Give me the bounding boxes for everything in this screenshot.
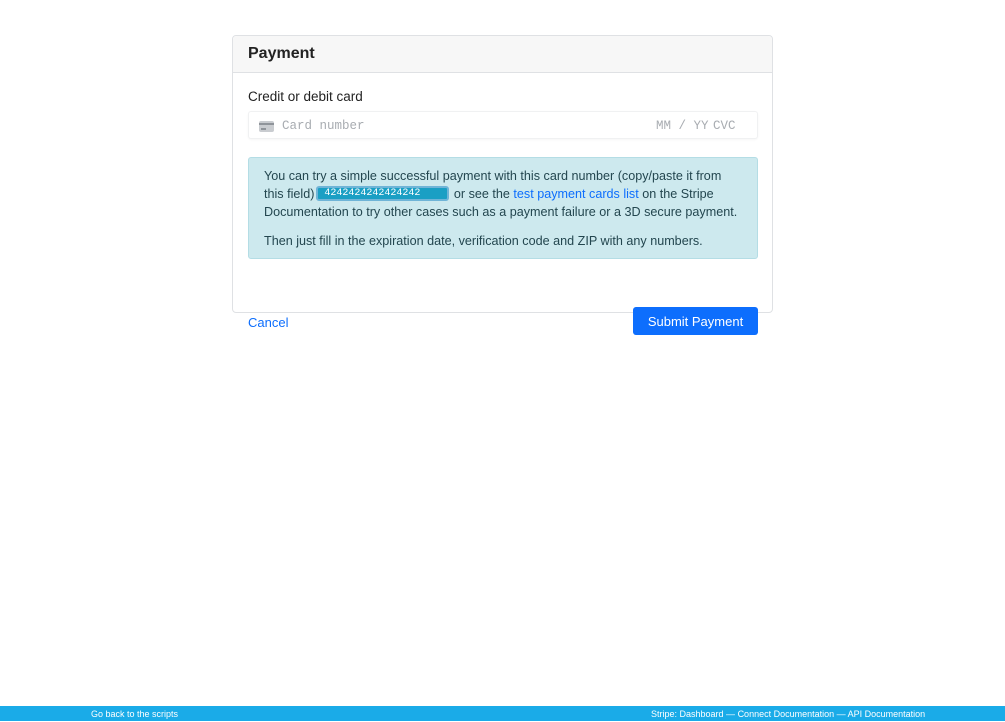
api-documentation-link[interactable]: API Documentation xyxy=(847,709,926,719)
info-text-intro: You can try a simple successful payment with this card number (copy/paste it from this field) xyxy=(264,169,722,201)
test-payment-cards-link[interactable]: test payment cards list xyxy=(513,187,639,201)
card-expiry-placeholder[interactable]: MM / YY xyxy=(656,119,709,133)
footer-separator: — xyxy=(834,709,848,719)
footer-left xyxy=(91,707,178,722)
footer-separator: — xyxy=(723,709,738,719)
credit-card-icon xyxy=(259,121,274,132)
payment-card xyxy=(232,35,773,330)
card-cvc-placeholder[interactable]: CVC xyxy=(713,119,736,133)
card-number-placeholder[interactable]: Card number xyxy=(282,119,365,133)
info-text-before-link: or see the xyxy=(450,187,514,201)
card-header xyxy=(233,36,772,73)
info-text-after-link: on the Stripe Documentation to try other cases such as a payment failure or a 3D secure payment. xyxy=(264,187,738,219)
card-field-label: Credit or debit card xyxy=(248,89,363,104)
page-title: Payment xyxy=(248,45,315,62)
info-second-paragraph: Then just fill in the expiration date, verification code and ZIP with any numbers. xyxy=(264,234,703,248)
card-number-input[interactable] xyxy=(248,111,758,139)
footer-stripe-links xyxy=(651,707,925,722)
footer-bar xyxy=(0,706,1005,721)
cancel-button[interactable]: Cancel xyxy=(248,315,289,330)
test-card-info-alert xyxy=(248,157,758,259)
footer-stripe-prefix: Stripe: xyxy=(651,709,680,719)
go-back-link[interactable]: Go back to the scripts xyxy=(91,709,179,719)
info-first-paragraph xyxy=(264,167,742,221)
connect-documentation-link[interactable]: Connect Documentation xyxy=(737,709,835,719)
test-card-number-field[interactable]: 4242424242424242 xyxy=(316,186,449,201)
stripe-dashboard-link[interactable]: Dashboard xyxy=(679,709,724,719)
submit-payment-button[interactable]: Submit Payment xyxy=(633,307,758,335)
